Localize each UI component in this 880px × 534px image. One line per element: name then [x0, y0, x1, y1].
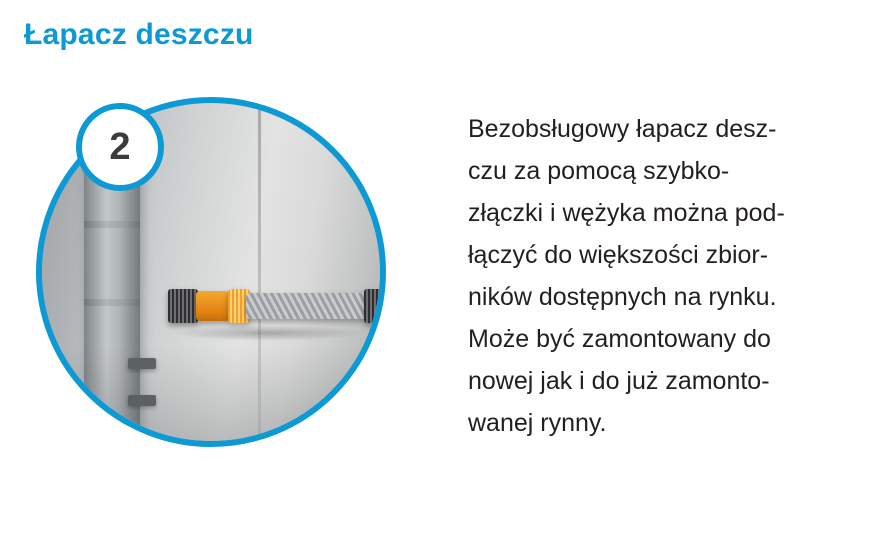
page-title: Łapacz deszczu — [24, 18, 254, 51]
paragraph-line: czu za pomocą szybko- — [468, 157, 730, 185]
paragraph-line: nowej jak i do już zamonto- — [468, 367, 770, 395]
braided-hose-icon — [246, 293, 366, 319]
pipe-ring-icon — [84, 221, 140, 228]
body-paragraph — [468, 108, 858, 444]
paragraph-line: ników dostępnych na rynku. — [468, 283, 777, 311]
floor-shadow-icon — [42, 346, 380, 441]
paragraph-line: Może być zamontowany do — [468, 325, 771, 353]
hose-nut-left-icon — [168, 289, 198, 323]
paragraph-line: wanej rynny. — [468, 409, 607, 437]
quick-coupler-icon — [196, 291, 230, 321]
hose-shadow-icon — [172, 325, 362, 341]
figure — [36, 97, 398, 459]
paragraph-line: Bezobsługowy łapacz desz- — [468, 115, 777, 143]
paragraph-line: łączyć do większości zbior- — [468, 241, 769, 269]
step-number-badge: 2 — [76, 103, 164, 191]
paragraph-line: złączki i wężyka można pod- — [468, 199, 785, 227]
pipe-ring-icon — [84, 299, 140, 306]
hose-assembly-icon — [168, 289, 368, 323]
hose-nut-right-icon — [364, 289, 380, 323]
